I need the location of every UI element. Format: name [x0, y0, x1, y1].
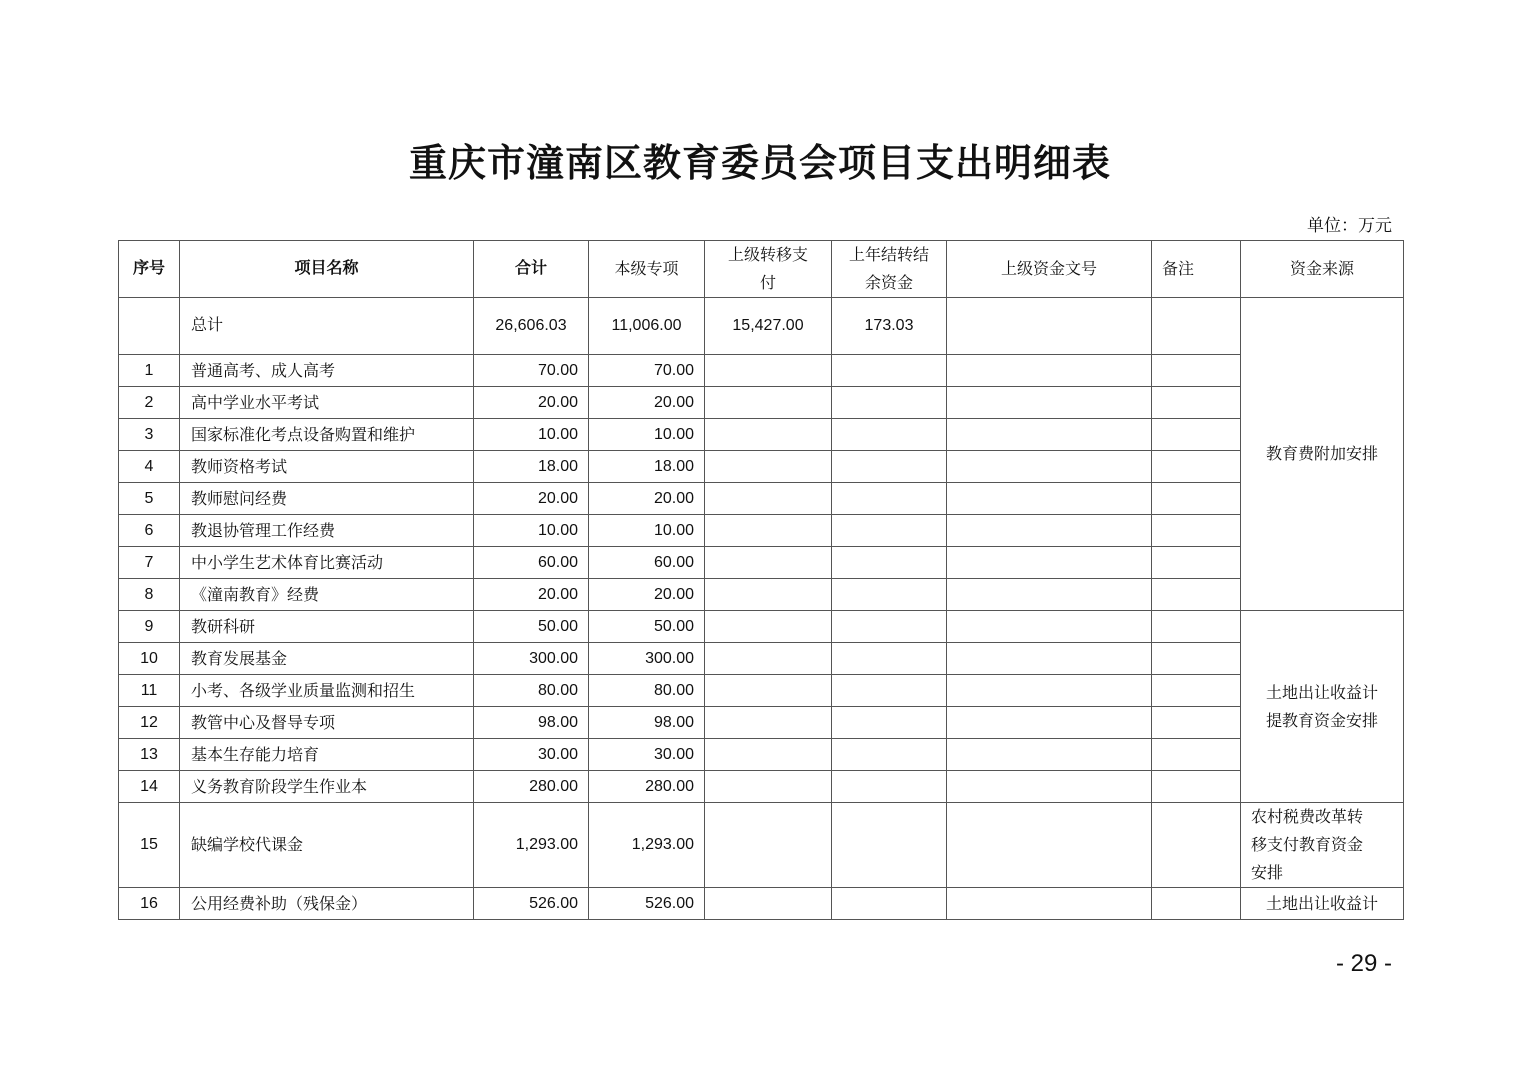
page-number: - 29 -: [1335, 950, 1392, 977]
row-doc-no: [947, 579, 1152, 611]
row-total: 20.00: [474, 483, 589, 515]
row-transfer: [705, 643, 832, 675]
row-total: 80.00: [474, 675, 589, 707]
table-row: [119, 803, 1404, 888]
row-remark: [1152, 643, 1241, 675]
table-header-row: [119, 241, 1404, 298]
row-transfer: [705, 387, 832, 419]
row-doc-no: [947, 707, 1152, 739]
source-group-3-line2: 移支付教育资金: [1251, 835, 1364, 854]
row-no: 15: [119, 803, 180, 888]
row-total: 300.00: [474, 643, 589, 675]
table-row: [119, 483, 1404, 515]
header-transfer: [705, 241, 832, 298]
row-local: 280.00: [589, 771, 705, 803]
row-carry: [832, 643, 947, 675]
table-row: [119, 739, 1404, 771]
row-name: 教退协管理工作经费: [180, 515, 474, 547]
total-transfer: 15,427.00: [705, 298, 832, 355]
header-transfer-line2: 付: [759, 273, 776, 292]
total-no-cell: [119, 298, 180, 355]
row-total: 98.00: [474, 707, 589, 739]
row-doc-no: [947, 739, 1152, 771]
header-no: 序号: [119, 241, 180, 298]
table-row: [119, 355, 1404, 387]
total-remark: [1152, 298, 1241, 355]
header-transfer-line1: 上级转移支: [727, 245, 808, 264]
row-no: 2: [119, 387, 180, 419]
row-doc-no: [947, 888, 1152, 920]
row-carry: [832, 579, 947, 611]
row-local: 30.00: [589, 739, 705, 771]
total-sum: 26,606.03: [474, 298, 589, 355]
row-name: 中小学生艺术体育比赛活动: [180, 547, 474, 579]
row-remark: [1152, 419, 1241, 451]
row-remark: [1152, 547, 1241, 579]
row-local: 70.00: [589, 355, 705, 387]
row-carry: [832, 547, 947, 579]
row-remark: [1152, 355, 1241, 387]
row-name: 教研科研: [180, 611, 474, 643]
header-carry-line1: 上年结转结: [848, 245, 929, 264]
row-remark: [1152, 387, 1241, 419]
row-transfer: [705, 611, 832, 643]
row-carry: [832, 803, 947, 888]
row-no: 12: [119, 707, 180, 739]
row-local: 18.00: [589, 451, 705, 483]
header-doc-no: 上级资金文号: [947, 241, 1152, 298]
row-doc-no: [947, 675, 1152, 707]
row-local: 10.00: [589, 515, 705, 547]
row-no: 5: [119, 483, 180, 515]
row-carry: [832, 707, 947, 739]
total-row: [119, 298, 1404, 355]
row-transfer: [705, 739, 832, 771]
row-no: 14: [119, 771, 180, 803]
row-doc-no: [947, 643, 1152, 675]
row-remark: [1152, 579, 1241, 611]
row-doc-no: [947, 771, 1152, 803]
row-name: 高中学业水平考试: [180, 387, 474, 419]
table-row: [119, 675, 1404, 707]
row-local: 60.00: [589, 547, 705, 579]
table-row: [119, 579, 1404, 611]
row-name: 公用经费补助（残保金）: [180, 888, 474, 920]
row-transfer: [705, 771, 832, 803]
row-no: 11: [119, 675, 180, 707]
row-name: 小考、各级学业质量监测和招生: [180, 675, 474, 707]
source-group-2-line2: 提教育资金安排: [1265, 710, 1378, 730]
row-total: 20.00: [474, 579, 589, 611]
table-row: [119, 387, 1404, 419]
row-local: 1,293.00: [589, 803, 705, 888]
row-no: 9: [119, 611, 180, 643]
row-name: 教师资格考试: [180, 451, 474, 483]
header-source: 资金来源: [1241, 241, 1404, 298]
row-remark: [1152, 483, 1241, 515]
row-transfer: [705, 675, 832, 707]
unit-label: 单位：万元: [1307, 216, 1392, 236]
header-local: 本级专项: [589, 241, 705, 298]
row-local: 20.00: [589, 579, 705, 611]
row-no: 13: [119, 739, 180, 771]
row-doc-no: [947, 547, 1152, 579]
row-local: 10.00: [589, 419, 705, 451]
row-no: 7: [119, 547, 180, 579]
row-no: 10: [119, 643, 180, 675]
row-name: 义务教育阶段学生作业本: [180, 771, 474, 803]
row-total: 10.00: [474, 419, 589, 451]
total-label: 总计: [180, 298, 474, 355]
row-carry: [832, 515, 947, 547]
row-local: 526.00: [589, 888, 705, 920]
row-no: 16: [119, 888, 180, 920]
row-carry: [832, 483, 947, 515]
row-local: 50.00: [589, 611, 705, 643]
table-row: [119, 515, 1404, 547]
row-doc-no: [947, 387, 1152, 419]
source-group-2-line1: 土地出让收益计: [1265, 682, 1378, 702]
table-row: [119, 707, 1404, 739]
row-carry: [832, 451, 947, 483]
row-doc-no: [947, 451, 1152, 483]
row-local: 20.00: [589, 483, 705, 515]
row-no: 3: [119, 419, 180, 451]
row-no: 8: [119, 579, 180, 611]
row-remark: [1152, 803, 1241, 888]
total-carry: 173.03: [832, 298, 947, 355]
row-doc-no: [947, 419, 1152, 451]
row-carry: [832, 611, 947, 643]
row-name: 基本生存能力培育: [180, 739, 474, 771]
row-name: 普通高考、成人高考: [180, 355, 474, 387]
row-total: 10.00: [474, 515, 589, 547]
source-group-3-line3: 安排: [1251, 863, 1284, 882]
source-group-3-line1: 农村税费改革转: [1251, 807, 1364, 826]
row-doc-no: [947, 515, 1152, 547]
row-remark: [1152, 739, 1241, 771]
row-remark: [1152, 451, 1241, 483]
row-local: 20.00: [589, 387, 705, 419]
source-group-3: [1241, 803, 1404, 888]
source-group-4: 土地出让收益计: [1241, 888, 1404, 920]
row-doc-no: [947, 483, 1152, 515]
header-remark: 备注: [1152, 241, 1241, 298]
page-title: 重庆市潼南区教育委员会项目支出明细表: [408, 140, 1111, 185]
row-carry: [832, 888, 947, 920]
row-name: 缺编学校代课金: [180, 803, 474, 888]
row-name: 国家标准化考点设备购置和维护: [180, 419, 474, 451]
row-doc-no: [947, 803, 1152, 888]
row-total: 526.00: [474, 888, 589, 920]
expenditure-table: [118, 240, 1404, 920]
row-no: 4: [119, 451, 180, 483]
row-name: 《潼南教育》经费: [180, 579, 474, 611]
row-carry: [832, 771, 947, 803]
row-remark: [1152, 888, 1241, 920]
row-doc-no: [947, 611, 1152, 643]
row-total: 30.00: [474, 739, 589, 771]
row-remark: [1152, 771, 1241, 803]
header-carry: [832, 241, 947, 298]
table-row: [119, 451, 1404, 483]
total-doc-no: [947, 298, 1152, 355]
row-local: 80.00: [589, 675, 705, 707]
row-carry: [832, 355, 947, 387]
row-transfer: [705, 888, 832, 920]
row-transfer: [705, 707, 832, 739]
row-transfer: [705, 355, 832, 387]
row-name: 教师慰问经费: [180, 483, 474, 515]
table-row: [119, 419, 1404, 451]
row-total: 20.00: [474, 387, 589, 419]
row-carry: [832, 739, 947, 771]
total-local: 11,006.00: [589, 298, 705, 355]
row-remark: [1152, 707, 1241, 739]
table-row: [119, 771, 1404, 803]
row-name: 教育发展基金: [180, 643, 474, 675]
row-carry: [832, 387, 947, 419]
row-no: 6: [119, 515, 180, 547]
row-transfer: [705, 547, 832, 579]
row-local: 98.00: [589, 707, 705, 739]
source-group-1: 教育费附加安排: [1241, 298, 1404, 611]
row-transfer: [705, 483, 832, 515]
header-total: 合计: [474, 241, 589, 298]
row-carry: [832, 419, 947, 451]
table-row: [119, 643, 1404, 675]
row-remark: [1152, 675, 1241, 707]
row-transfer: [705, 803, 832, 888]
row-transfer: [705, 451, 832, 483]
row-total: 60.00: [474, 547, 589, 579]
row-doc-no: [947, 355, 1152, 387]
row-no: 1: [119, 355, 180, 387]
row-local: 300.00: [589, 643, 705, 675]
row-total: 1,293.00: [474, 803, 589, 888]
table-row: [119, 611, 1404, 643]
row-transfer: [705, 515, 832, 547]
header-name: 项目名称: [180, 241, 474, 298]
row-name: 教管中心及督导专项: [180, 707, 474, 739]
source-group-2: [1241, 611, 1404, 803]
row-total: 50.00: [474, 611, 589, 643]
row-transfer: [705, 419, 832, 451]
header-carry-line2: 余资金: [864, 273, 913, 292]
table-row: [119, 547, 1404, 579]
row-total: 18.00: [474, 451, 589, 483]
row-remark: [1152, 611, 1241, 643]
row-remark: [1152, 515, 1241, 547]
row-carry: [832, 675, 947, 707]
row-transfer: [705, 579, 832, 611]
row-total: 280.00: [474, 771, 589, 803]
table-row: [119, 888, 1404, 920]
row-total: 70.00: [474, 355, 589, 387]
